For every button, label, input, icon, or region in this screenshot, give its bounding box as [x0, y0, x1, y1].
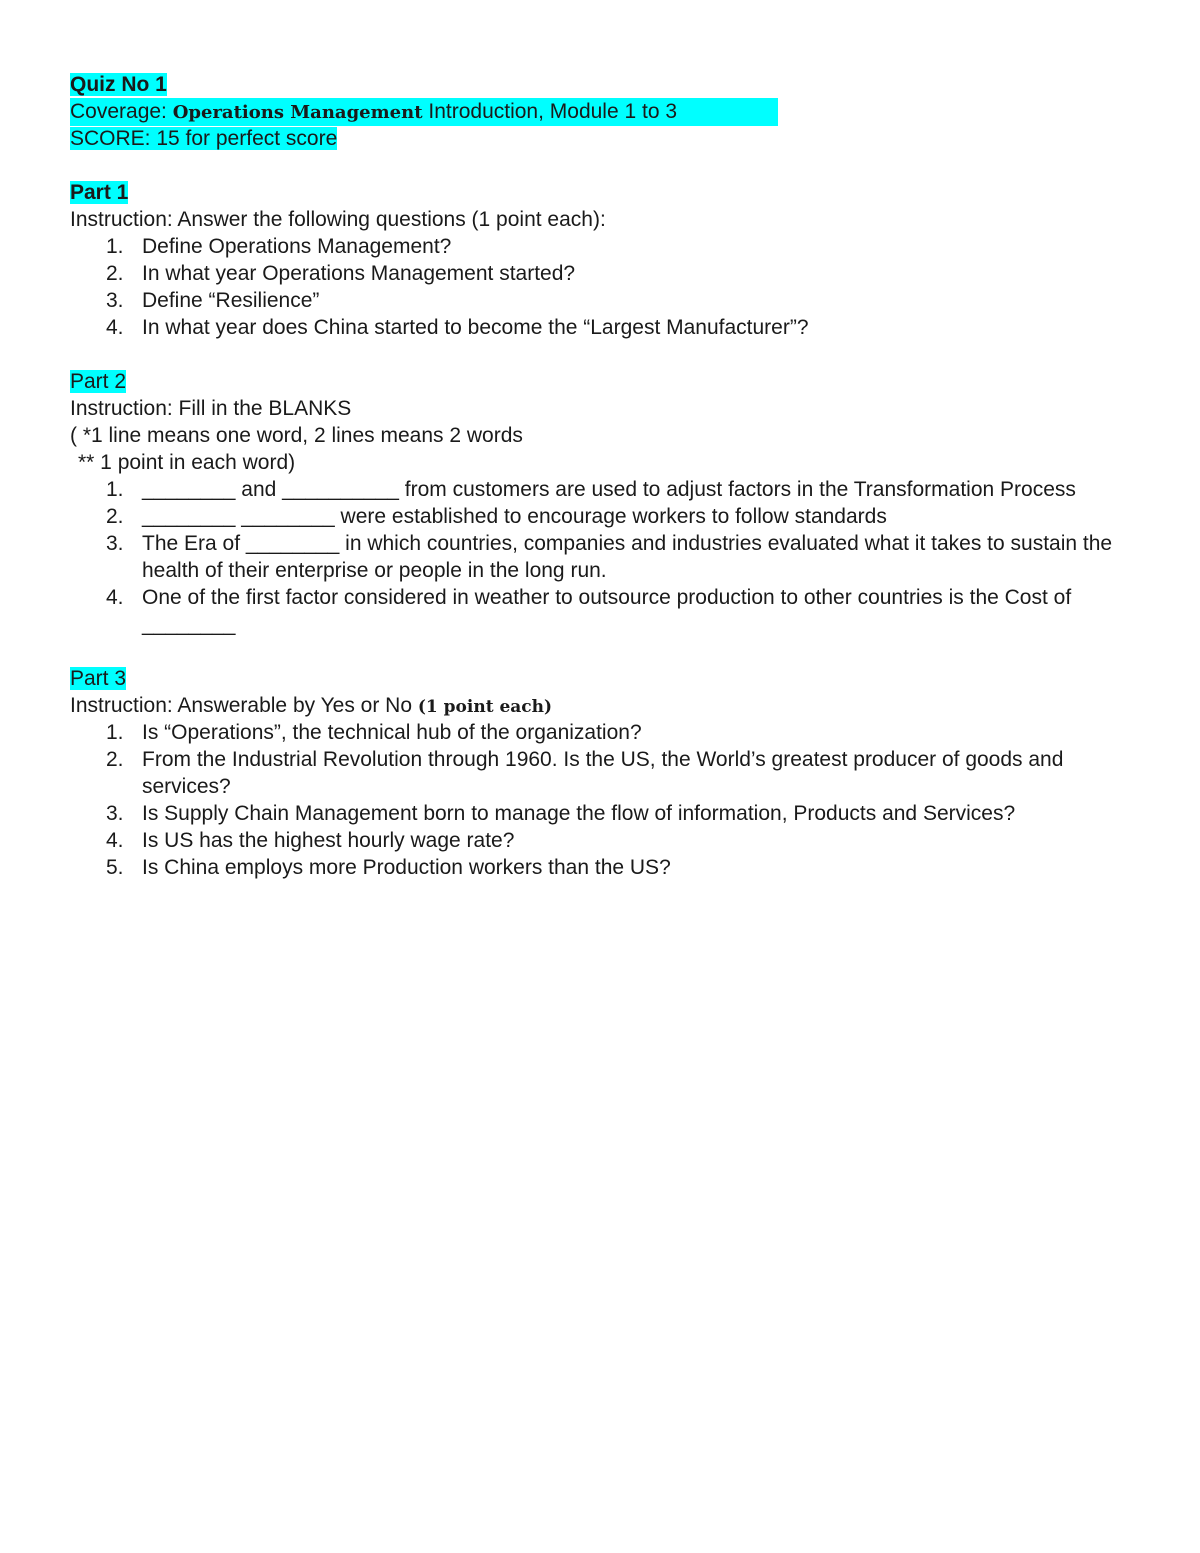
part2-note-2: ** 1 point in each word)	[78, 451, 296, 474]
list-item	[70, 746, 1150, 800]
item-text: Is US has the highest hourly wage rate?	[142, 829, 515, 852]
item-text: Is China employs more Production workers than the US?	[142, 856, 671, 879]
part2-title: Part 2	[70, 370, 127, 393]
list-item	[70, 314, 1150, 341]
item-number: 3.	[106, 532, 124, 555]
spacer	[70, 638, 1150, 665]
part3-instruction-points: (1 point each)	[417, 697, 553, 717]
part3-title-line	[70, 665, 1150, 692]
part1-title: Part 1	[70, 181, 129, 204]
quiz-title-line	[70, 71, 1150, 98]
part2-blank-list	[70, 476, 1150, 638]
quiz-title: Quiz No 1	[70, 73, 167, 96]
item-number: 1.	[106, 478, 124, 501]
item-number: 4.	[106, 829, 124, 852]
list-item	[70, 260, 1150, 287]
document-content	[70, 71, 1150, 881]
spacer	[70, 152, 1150, 179]
part3-instruction-line	[70, 692, 1150, 719]
list-item	[70, 584, 1150, 638]
part2-note-1: ( *1 line means one word, 2 lines means 2 words	[70, 424, 523, 447]
list-item	[70, 530, 1150, 584]
item-text: Is Supply Chain Management born to manage the flow of information, Products and Services?	[142, 802, 1016, 825]
item-text: The Era of ________ in which countries, companies and industries evaluated what it takes to sustain the health of their enterprise or people in the long run.	[142, 532, 1113, 582]
score-text: SCORE: 15 for perfect score	[70, 127, 338, 150]
part3-question-list	[70, 719, 1150, 881]
coverage-subject: Operations Management	[172, 102, 423, 123]
list-item	[70, 233, 1150, 260]
list-item	[70, 854, 1150, 881]
item-number: 4.	[106, 586, 124, 609]
item-text: In what year does China started to become the “Largest Manufacturer”?	[142, 316, 809, 339]
item-text: One of the first factor considered in weather to outsource production to other countries is the Cost of ________	[142, 586, 1072, 636]
list-item	[70, 827, 1150, 854]
list-item	[70, 476, 1150, 503]
coverage-rest: Introduction, Module 1 to 3	[422, 100, 678, 123]
part1-question-list	[70, 233, 1150, 341]
list-item	[70, 287, 1150, 314]
list-item	[70, 503, 1150, 530]
item-number: 1.	[106, 721, 124, 744]
part2-instruction: Instruction: Fill in the BLANKS	[70, 397, 352, 420]
part3-instruction: Instruction: Answerable by Yes or No	[70, 694, 418, 717]
part2-title-line	[70, 368, 1150, 395]
item-text: ________ and __________ from customers are used to adjust factors in the Transformation Process	[142, 478, 1076, 501]
item-text: Define “Resilience”	[142, 289, 320, 312]
item-number: 1.	[106, 235, 124, 258]
list-item	[70, 800, 1150, 827]
part1-instruction: Instruction: Answer the following questions (1 point each):	[70, 208, 606, 231]
coverage-label: Coverage:	[70, 100, 173, 123]
item-number: 4.	[106, 316, 124, 339]
item-text: In what year Operations Management started?	[142, 262, 576, 285]
score-line	[70, 125, 1150, 152]
item-text: Is “Operations”, the technical hub of the organization?	[142, 721, 642, 744]
item-text: From the Industrial Revolution through 1960. Is the US, the World’s greatest producer of goods and services?	[142, 748, 1064, 798]
item-number: 5.	[106, 856, 124, 879]
item-number: 2.	[106, 262, 124, 285]
coverage-highlight	[70, 98, 778, 126]
item-text: Define Operations Management?	[142, 235, 452, 258]
item-number: 2.	[106, 505, 124, 528]
item-number: 2.	[106, 748, 124, 771]
coverage-line	[70, 98, 1150, 125]
list-item	[70, 719, 1150, 746]
part3-title: Part 3	[70, 667, 127, 690]
item-number: 3.	[106, 289, 124, 312]
item-number: 3.	[106, 802, 124, 825]
part1-title-line	[70, 179, 1150, 206]
spacer	[70, 341, 1150, 368]
item-text: ________ ________ were established to encourage workers to follow standards	[142, 505, 887, 528]
